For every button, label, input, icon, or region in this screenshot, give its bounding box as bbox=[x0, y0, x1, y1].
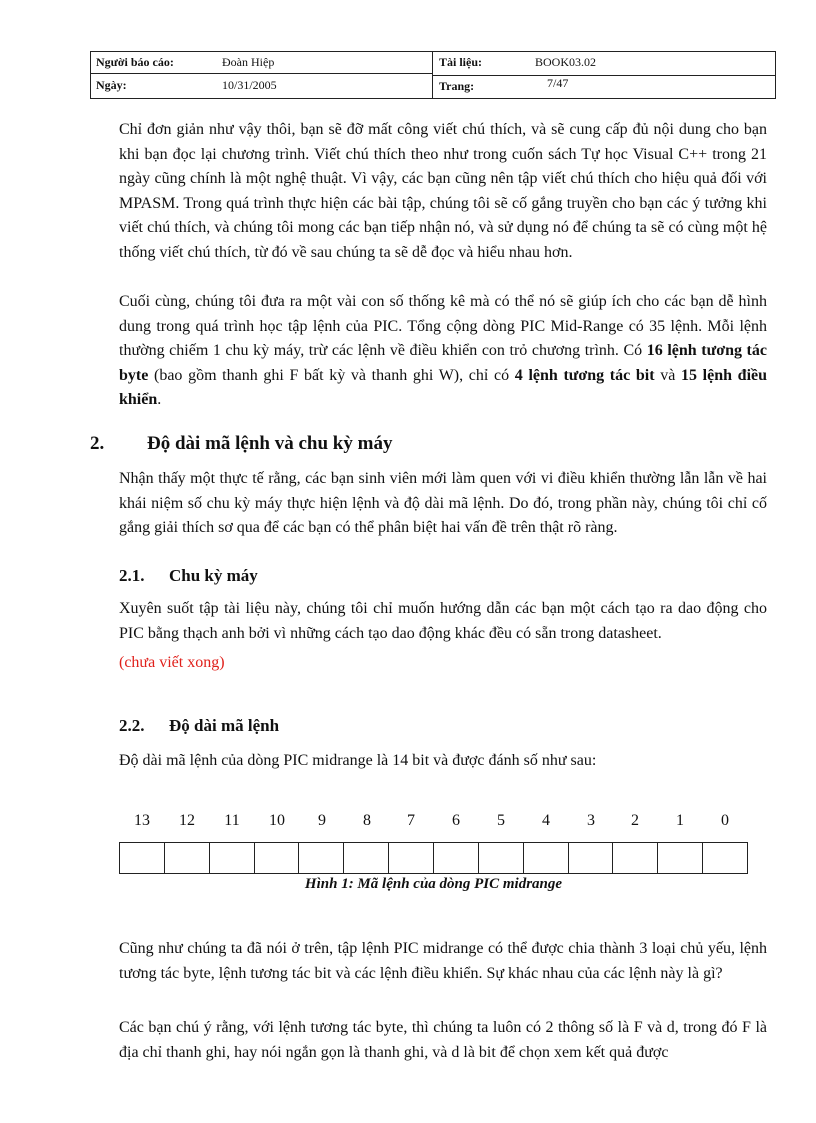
paragraph-intro-section-2 bbox=[119, 467, 767, 541]
date-value: 10/31/2005 bbox=[222, 78, 277, 92]
figure-caption: Hình 1: Mã lệnh của dòng PIC midrange bbox=[304, 876, 563, 892]
bit-number: 8 bbox=[363, 812, 371, 829]
header-divider-right bbox=[433, 75, 775, 76]
bit-cell bbox=[434, 842, 479, 874]
bit-number: 2 bbox=[631, 812, 639, 829]
bit-cell bbox=[703, 842, 748, 874]
bit-cell bbox=[119, 842, 165, 874]
bit-number: 11 bbox=[224, 812, 240, 829]
bit-cell bbox=[165, 842, 210, 874]
instruction-length-text: Độ dài mã lệnh của dòng PIC midrange là 14 bit và được đánh số như sau: bbox=[119, 752, 597, 769]
statistics-bold-byte: 16 lệnh tương tác byte bbox=[119, 342, 767, 384]
unfinished-note-text: (chưa viết xong) bbox=[119, 654, 225, 671]
bit-number: 1 bbox=[676, 812, 684, 829]
statistics-text-c: (bao gồm thanh ghi F bất kỳ và thanh ghi W), chỉ có bbox=[148, 366, 515, 384]
machine-cycle-text: Xuyên suốt tập tài liệu này, chúng tôi chỉ muốn hướng dẫn các bạn một cách tạo ra dao động cho PIC bằng thạch anh bởi vì những cách tạo dao động khác đều có sẵn trong datasheet. bbox=[119, 600, 767, 642]
paragraph-instruction-length bbox=[119, 749, 767, 774]
bit-cell bbox=[479, 842, 524, 874]
statistics-text-a: Cuối cùng, chúng tôi đưa ra một vài con số thống kê mà có thể nó sẽ giúp ích cho các bạn dễ hình dung trong quá trình học tập lệnh của PIC. Tổng cộng dòng PIC Mid-Range có 35 lệnh. Mỗi lệnh thường chiếm 1 chu kỳ máy, trừ các lệnh về điều khiển con trỏ chương trình. Có bbox=[119, 293, 767, 360]
report-header-table bbox=[90, 51, 776, 99]
section-2-2-title: Độ dài mã lệnh bbox=[169, 716, 280, 735]
bit-cell bbox=[658, 842, 703, 874]
bit-cell bbox=[569, 842, 614, 874]
instruction-bit-field bbox=[119, 842, 748, 874]
date-label: Ngày: bbox=[96, 78, 127, 92]
statistics-bold-bit: 4 lệnh tương tác bit bbox=[514, 366, 655, 384]
paragraph-machine-cycle bbox=[119, 597, 767, 646]
bit-number: 13 bbox=[134, 812, 150, 829]
document-value: BOOK03.02 bbox=[535, 55, 597, 69]
section-2-title: Độ dài mã lệnh và chu kỳ máy bbox=[147, 433, 393, 454]
section-2-1-title: Chu kỳ máy bbox=[169, 566, 258, 585]
reporter-label: Người báo cáo: bbox=[96, 55, 174, 69]
unfinished-note bbox=[119, 651, 767, 676]
bit-cell bbox=[255, 842, 300, 874]
paragraph-byte-instructions bbox=[119, 1016, 767, 1065]
header-divider-left bbox=[91, 73, 432, 74]
section-2-1-number: 2.1. bbox=[119, 566, 145, 585]
page-label: Trang: bbox=[439, 79, 475, 93]
statistics-bold-control: 15 lệnh điều khiển bbox=[119, 366, 768, 409]
bit-cell bbox=[299, 842, 344, 874]
document-label: Tài liệu: bbox=[439, 55, 483, 69]
section-2-2-number: 2.2. bbox=[119, 716, 145, 735]
bit-number: 5 bbox=[497, 812, 505, 829]
bit-cell bbox=[524, 842, 569, 874]
bit-number: 0 bbox=[721, 812, 729, 829]
bit-cell bbox=[389, 842, 434, 874]
bit-cell bbox=[344, 842, 389, 874]
paragraph-statistics bbox=[119, 290, 767, 413]
bit-number: 9 bbox=[318, 812, 326, 829]
bit-cell bbox=[613, 842, 658, 874]
page-value: 7/47 bbox=[547, 76, 569, 90]
section-2-number: 2. bbox=[90, 433, 105, 454]
reporter-value: Đoàn Hiệp bbox=[222, 55, 275, 69]
statistics-text-d: và bbox=[654, 366, 681, 384]
instruction-types-text: Cũng như chúng ta đã nói ở trên, tập lệnh PIC midrange có thể được chia thành 3 loại chủ yếu, lệnh tương tác byte, lệnh tương tác bit và các lệnh điều khiển. Sự khác nhau của các lệnh này là gì? bbox=[119, 940, 767, 982]
paragraph-comments-text: Chỉ đơn giản như vậy thôi, bạn sẽ đỡ mất công viết chú thích, và sẽ cung cấp đủ nội dung cho bạn khi bạn đọc lại chương trình. Viết chú thích theo như trong cuốn sách Tự học Visual C++ trong 21 ngày cũng chính là một nghệ thuật. Vì vậy, các bạn cũng nên tập viết chú thích cho hiệu quả đối với MPASM. Trong quá trình thực hiện các bài tập, chúng tôi sẽ cố gắng truyền cho bạn các ý tưởng khi viết chú thích, và chúng tôi mong các bạn tiếp nhận nó, và sử dụng nó để chúng ta sẽ có cùng một hệ thống viết chú thích, từ đó về sau chúng ta sẽ dễ đọc và hiểu nhau hơn. bbox=[119, 121, 767, 261]
bit-number: 4 bbox=[542, 812, 550, 829]
paragraph-comments bbox=[119, 118, 767, 266]
intro-section-2-text: Nhận thấy một thực tế rằng, các bạn sinh viên mới làm quen với vi điều khiển thường lẫn lẫn về hai khái niệm số chu kỳ máy thực hiện lệnh và độ dài mã lệnh. Do đó, trong phần này, chúng tôi chỉ cố gắng giải thích sơ qua để các bạn có thể phân biệt hai vấn đề trên thật rõ ràng. bbox=[119, 470, 767, 537]
byte-instructions-text: Các bạn chú ý rằng, với lệnh tương tác byte, thì chúng ta luôn có 2 thông số là F và d, trong đó F là địa chỉ thanh ghi, hay nói ngắn gọn là thanh ghi, và d là bit để chọn xem kết quả được bbox=[119, 1019, 767, 1061]
bit-number: 3 bbox=[587, 812, 595, 829]
bit-number: 7 bbox=[407, 812, 415, 829]
paragraph-instruction-types bbox=[119, 937, 767, 986]
bit-number: 6 bbox=[452, 812, 460, 829]
bit-number: 10 bbox=[269, 812, 285, 829]
statistics-text-e: . bbox=[157, 391, 162, 409]
bit-cell bbox=[210, 842, 255, 874]
bit-number: 12 bbox=[179, 812, 195, 829]
